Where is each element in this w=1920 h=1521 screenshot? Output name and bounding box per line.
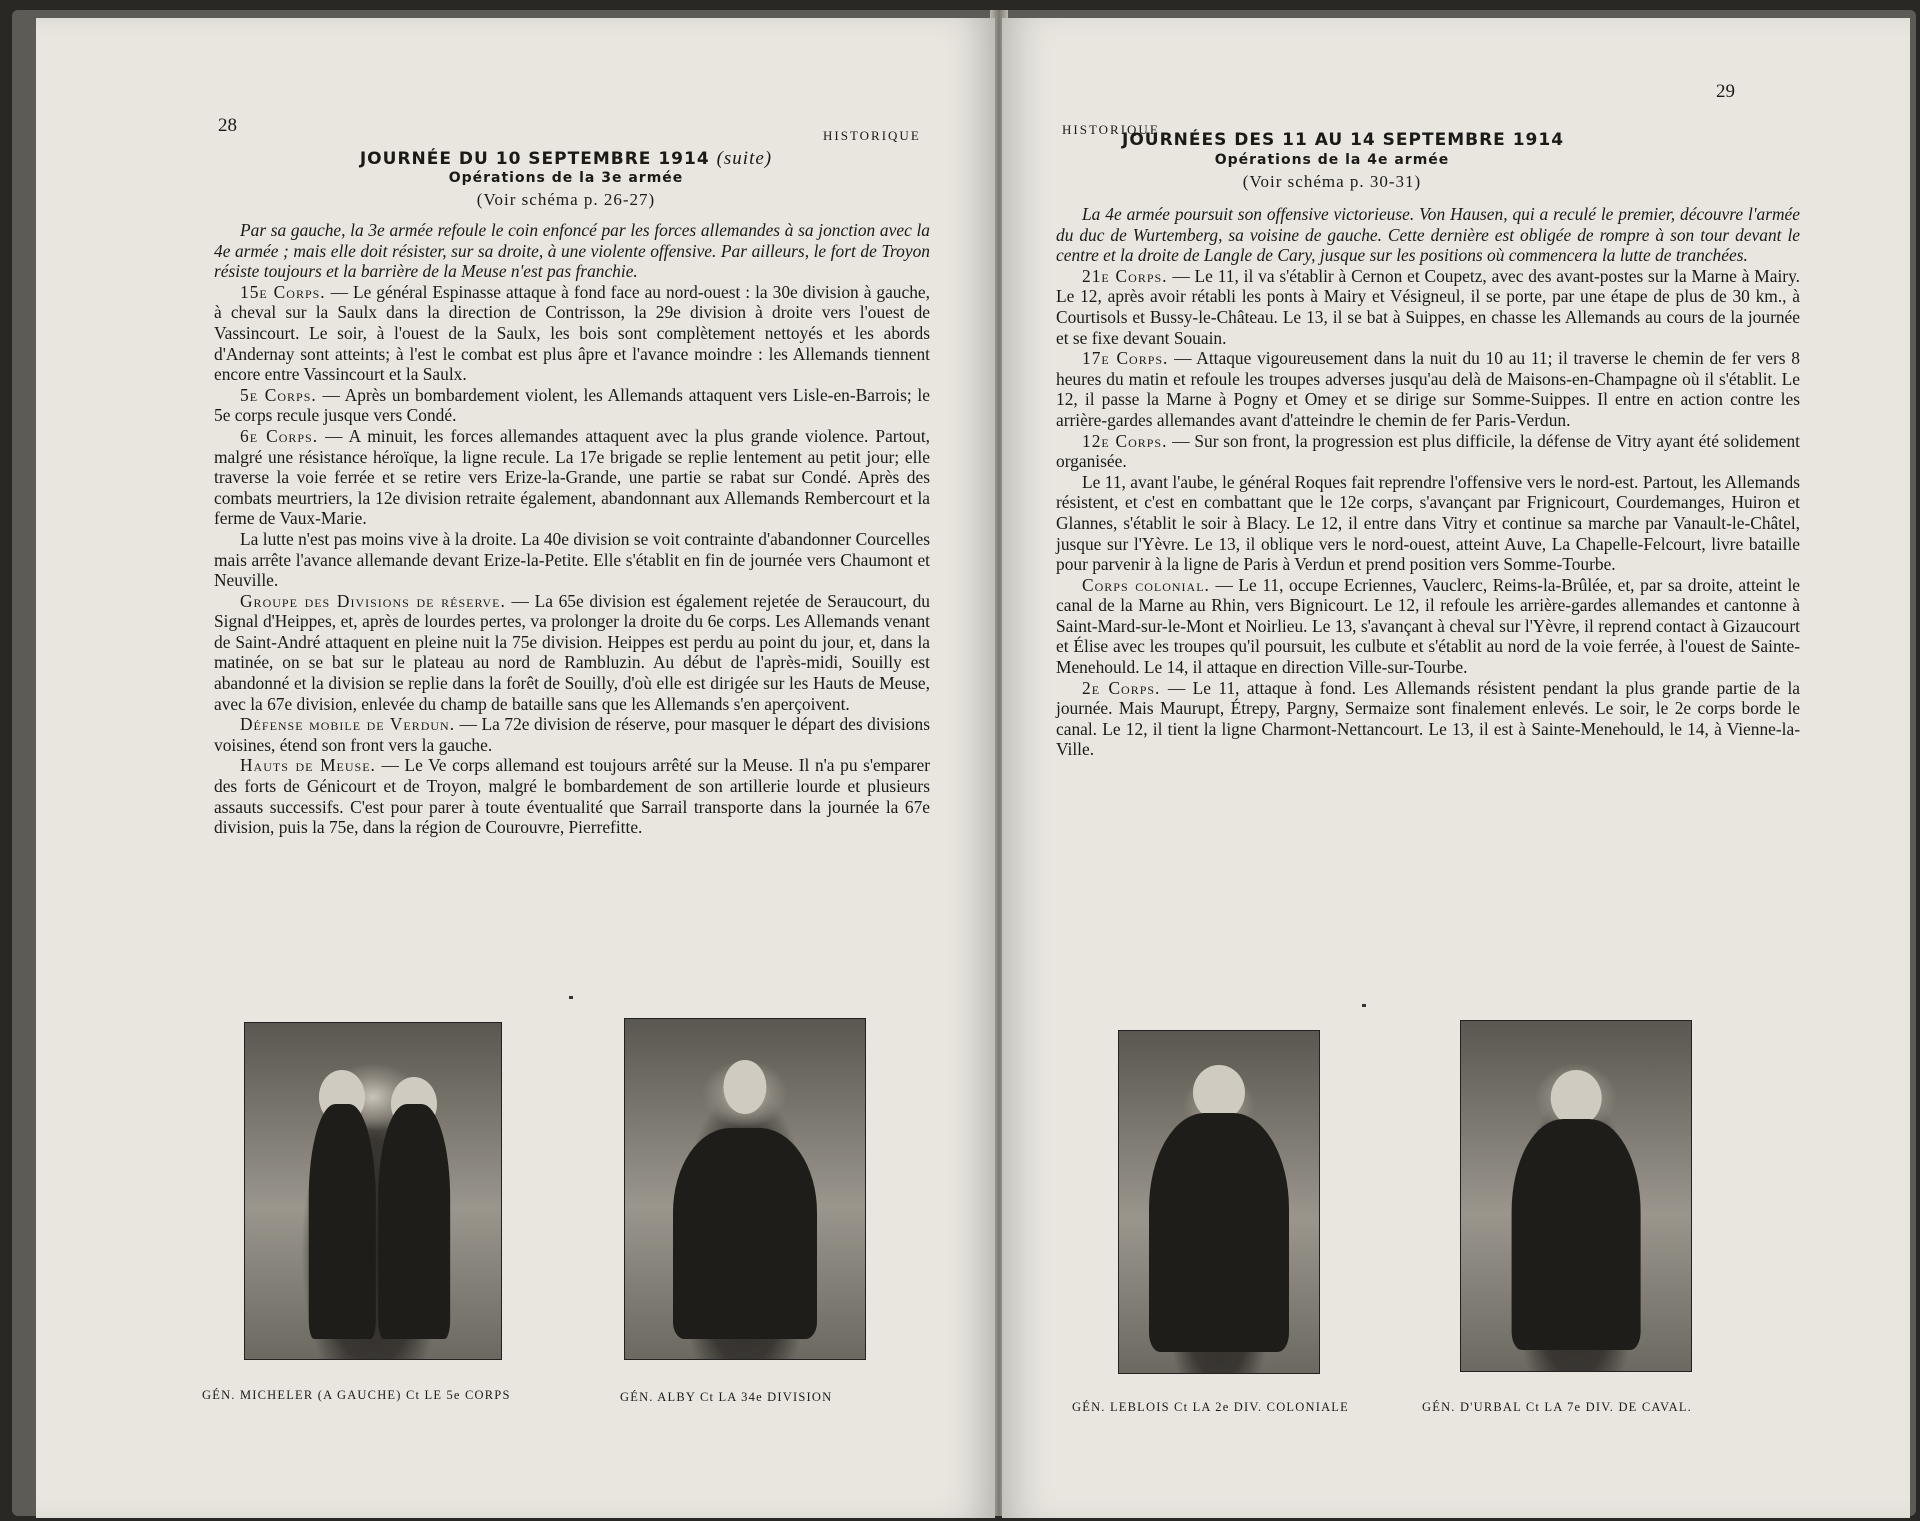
intro-paragraph: La 4e armée poursuit son offensive victorieuse. Von Hausen, qui a reculé le premier, découvre l'armée du duc de Wurtemberg, sa voisine de gauche. Cette dernière est obligée de rompre à son tour devant le centre et la droite de Langle de Cary, jusque sur les positions où commencera la lutte de tranchées. <box>1056 204 1800 266</box>
photo-figure <box>1149 1113 1289 1352</box>
paragraph-lead: 6e Corps. <box>240 425 319 446</box>
paragraph-lead: 15e Corps. <box>240 281 326 302</box>
paragraph-lead: 21e Corps. <box>1082 265 1168 286</box>
portrait-photo-micheler <box>244 1022 502 1360</box>
page-number: 29 <box>1716 81 1735 102</box>
ornament-dot <box>569 996 573 999</box>
title-main: JOURNÉES DES 11 AU 14 SEPTEMBRE 1914 <box>1122 130 1565 150</box>
paragraph-text: — Attaque vigoureusement dans la nuit du 10 au 11; il traverse le chemin de fer vers 8 heures du matin et refoule les troupes adverses jusqu'au delà de Maisons-en-Champagne où il s'établit. Le 12, il passe la Marne à Pogny et Omey et se dirige sur Somme-Suippes. Il entre en action contre les arrière-gardes allemandes avant d'atteindre le chemin de fer Paris-Verdun. <box>1056 348 1800 430</box>
page-subtitle: Opérations de la 4e armée <box>1214 152 1450 168</box>
page-title <box>1122 130 1565 150</box>
portrait-photo-alby <box>624 1018 866 1360</box>
paragraph-lead: Défense mobile de Verdun. <box>240 714 456 735</box>
paragraph-lead: 17e Corps. <box>1082 348 1169 369</box>
portrait-photo-durbal <box>1460 1020 1692 1372</box>
paragraph-lead: Hauts de Meuse. <box>240 755 376 776</box>
paragraph <box>214 529 930 591</box>
paragraph <box>1056 575 1800 678</box>
left-page <box>36 18 995 1518</box>
page-number: 28 <box>218 115 237 136</box>
paragraph-text: — La 72e division de réserve, pour masquer le départ des divisions voisines, étend son front vers la gauche. <box>214 714 930 755</box>
paragraph-text: — Sur son front, la progression est plus difficile, la défense de Vitry ayant été solidement organisée. <box>1056 430 1800 472</box>
title-suffix: (suite) <box>716 148 773 169</box>
paragraph <box>214 591 930 715</box>
schema-reference: (Voir schéma p. 30-31) <box>1242 172 1422 191</box>
paragraph <box>1056 266 1800 348</box>
photo-figure-head <box>723 1060 766 1114</box>
photo-figure-head <box>1551 1070 1602 1126</box>
paragraph <box>1056 678 1800 760</box>
photo-figure <box>673 1128 817 1339</box>
right-page <box>1002 18 1910 1518</box>
paragraph-lead: 2e Corps. <box>1082 677 1161 698</box>
paragraph <box>1056 348 1800 430</box>
paragraph-lead: Corps colonial. <box>1082 574 1210 595</box>
page-title <box>206 148 926 170</box>
paragraph <box>1056 431 1800 472</box>
paragraph <box>214 714 930 755</box>
paragraph-text: — Le 11, il va s'établir à Cernon et Coupetz, avec des avant-postes sur la Marne à Mairy. Le 12, après avoir rétabli les ponts à Mairy et Vésigneul, il se porte, par une étape de plus de 30 km., à Courtisols et Bussy-le-Château. Le 13, il se bat à Suippes, en chasse les Allemands au cours de la journée et se fixe devant Souain. <box>1056 265 1800 348</box>
photo-figure-head <box>1193 1065 1245 1120</box>
running-head: HISTORIQUE <box>1062 122 1160 137</box>
photo-caption: GÉN. D'URBAL Ct LA 7e DIV. DE CAVAL. <box>1422 1400 1693 1414</box>
paragraph-lead: Groupe des Divisions de réserve. <box>240 590 506 611</box>
body-text <box>214 220 930 838</box>
body-text <box>1056 204 1800 760</box>
paragraph-text: Le 11, avant l'aube, le général Roques fait reprendre l'offensive vers le nord-est. Partout, les Allemands résistent, et c'est en combattant que le 12e corps, s'avançant par Frignicourt, Courdemanges, Huiron et Glannes, s'établit le soir à Blacy. Le 12, il entre dans Vitry et continue sa marche par Vanault-le-Châtel, jusque sur l'Yèvre. Le 13, il oblique vers le nord-ouest, atteint Auve, La Chapelle-Felcourt, livre bataille pour parvenir à la ligne de Paris à Verdun et prend position vers Somme-Tourbe. <box>1056 471 1800 575</box>
paragraph-text: — Après un bombardement violent, les Allemands attaquent vers Lisle-en-Barrois; le 5e corps recule jusque vers Condé. <box>214 384 930 426</box>
paragraph-lead: 5e Corps. <box>240 384 317 405</box>
ornament-dot <box>1362 1004 1366 1007</box>
paragraph-lead: 12e Corps. <box>1082 430 1168 451</box>
paragraph-text: — Le 11, attaque à fond. Les Allemands résistent pendant la plus grande partie de la journée. Mais Maurupt, Étrepy, Pargny, Sermaize sont finalement enlevés. Le soir, le 2e corps borde le canal. Le 12, il tient la ligne Charmont-Nettancourt. Le 13, il est à Sainte-Menehould, le 14, à Vienne-la-Ville. <box>1056 677 1801 760</box>
photo-caption: GÉN. ALBY Ct LA 34e DIVISION <box>620 1390 833 1404</box>
paragraph <box>214 282 930 385</box>
paragraph <box>214 385 930 426</box>
paragraph-text: — La 65e division est également rejetée de Seraucourt, du Signal d'Heippes, et, après de lourdes pertes, va prolonger la droite du 6e corps. Les Allemands venant de Saint-André attaquent en pleine nuit la 75e division. Heippes est perdu au point du jour, et, dans la matinée, on se bat sur le plateau au nord de Rambluzin. Au début de l'après-midi, Souilly est abandonné et la division se replie dans la forêt de Souilly, d'où elle est dirigée sur les Hauts de Meuse, avec la 67e division, enlevée du champ de bataille sans que les Allemands s'en aperçoivent. <box>214 590 930 714</box>
paragraph <box>214 755 930 837</box>
title-main: JOURNÉE DU 10 SEPTEMBRE 1914 <box>359 149 710 169</box>
paragraph-text: La lutte n'est pas moins vive à la droite. La 40e division se voit contrainte d'abandonner Courcelles mais arrête l'avance allemande devant Erize-la-Petite. Elle s'établit en fin de journée vers Chaumont et Neuville. <box>214 528 930 591</box>
portrait-photo-leblois <box>1118 1030 1320 1374</box>
book-spread <box>12 10 1916 1516</box>
paragraph-text: — Le général Espinasse attaque à fond face au nord-ouest : la 30e division à gauche, à cheval sur la Saulx dans la direction de Contrisson, la 29e division à droite vers l'ouest de Vassincourt. Le soir, à l'ouest de la Saulx, les bois sont complètement nettoyés et les abords d'Andernay sont atteints; à l'est le combat est plus âpre et l'avance moindre : les Allemands tiennent encore entre Vassincourt et la Saulx. <box>214 281 930 385</box>
intro-paragraph: Par sa gauche, la 3e armée refoule le coin enfoncé par les forces allemandes à sa jonction avec la 4e armée ; mais elle doit résister, sur sa droite, à une violente offensive. Par ailleurs, le fort de Troyon résiste toujours et la barrière de la Meuse n'est pas franchie. <box>214 220 930 282</box>
photo-caption: GÉN. MICHELER (A GAUCHE) Ct LE 5e CORPS <box>202 1388 511 1402</box>
paragraph-text: — Le 11, occupe Ecriennes, Vauclerc, Reims-la-Brûlée, et, par sa droite, atteint le canal de la Marne au Rhin, vers Bignicourt. Le 12, il refoule les arrière-gardes allemandes et cantonne à Saint-Mard-sur-le-Mont et Noirlieu. Le 13, s'avançant à cheval sur l'Yèvre, il reprend contact à Gizaucourt et Élise avec les troupes qu'il poursuit, les culbute et s'établit au nord de la voie ferrée, à l'ouest de Sainte-Menehould. Le 14, il attaque en direction Ville-sur-Tourbe. <box>1056 574 1800 678</box>
paragraph <box>1056 472 1800 575</box>
schema-reference: (Voir schéma p. 26-27) <box>476 190 656 209</box>
paragraph-text: — A minuit, les forces allemandes attaquent avec la plus grande violence. Partout, malgré une résistance héroïque, la ligne recule. La 17e brigade se replie lentement au petit jour; elle traverse la voie ferrée et se retire vers Erize-la-Grande, une partie se rabat sur Condé. Après des combats meurtriers, la 12e division retraite également, abandonnant aux Allemands Rembercourt et la ferme de Vaux-Marie. <box>214 425 930 529</box>
paragraph <box>214 426 930 529</box>
photo-figure <box>1512 1119 1641 1350</box>
paragraph-text: — Le Ve corps allemand est toujours arrêté sur la Meuse. Il n'a pu s'emparer des forts de Génicourt et de Troyon, malgré le bombardement de son artillerie lourde et plusieurs assauts successifs. C'est pour parer à toute éventualité que Sarrail transporte dans la journée la 67e division, puis la 75e, dans la région de Courouvre, Pierrefitte. <box>214 755 930 838</box>
running-head: HISTORIQUE <box>823 128 921 143</box>
photo-figure <box>378 1104 450 1339</box>
photo-figure <box>309 1104 376 1339</box>
photo-caption: GÉN. LEBLOIS Ct LA 2e DIV. COLONIALE <box>1072 1400 1349 1414</box>
page-subtitle: Opérations de la 3e armée <box>448 170 684 186</box>
